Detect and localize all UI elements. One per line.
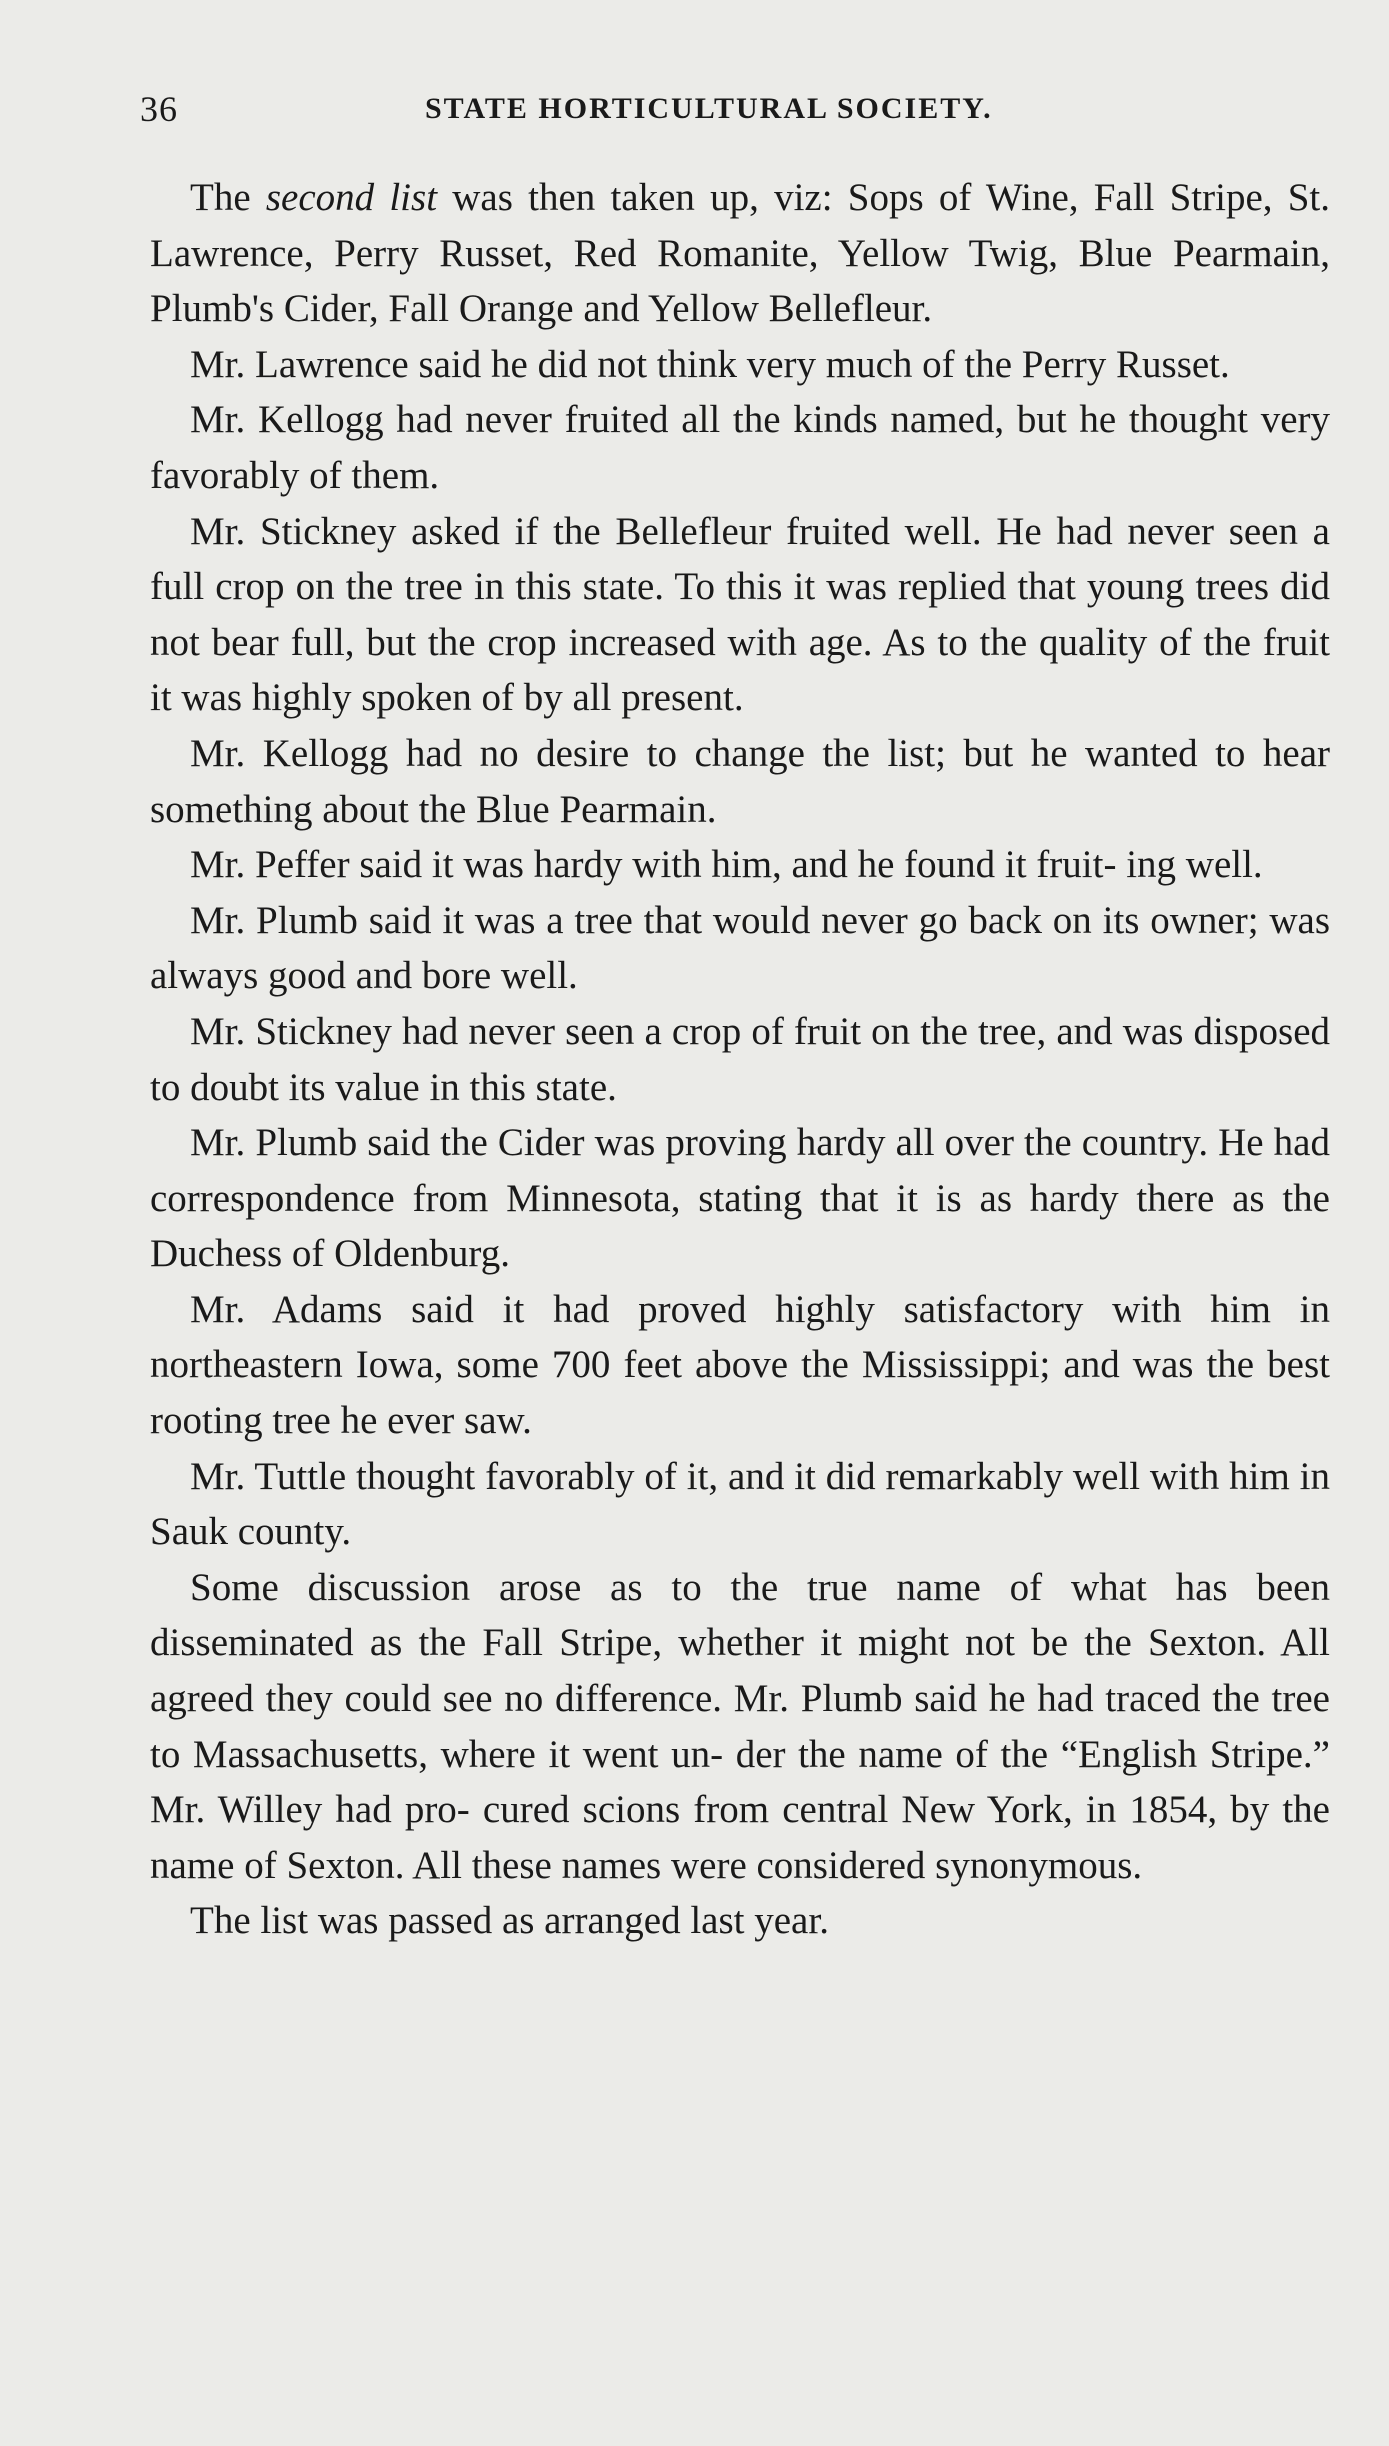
paragraph-lawrence: Mr. Lawrence said he did not think very much of the Perry Russet. xyxy=(190,342,1230,386)
paragraph-stickney-1: Mr. Stickney asked if the Bellefleur fruited well. He had never seen a full crop on the tree in this state. To this it was replied that young trees did not bear full, but the crop increased with age. As to the quality of the fruit it was highly spoken of by all present. xyxy=(150,509,1330,720)
paragraph-stickney-2: Mr. Stickney had never seen a crop of fruit on the tree, and was disposed to doubt its value in this state. xyxy=(150,1009,1330,1109)
page-header xyxy=(140,88,1330,138)
paragraph-plumb-2: Mr. Plumb said the Cider was proving hardy all over the country. He had correspondence from Minnesota, stating that it is as hardy there as the Duchess of Oldenburg. xyxy=(150,1121,1330,1276)
paragraph-conclusion: The list was passed as arranged last year. xyxy=(190,1899,829,1943)
italic-phrase: second list xyxy=(265,176,438,219)
page-number: 36 xyxy=(140,89,178,129)
running-head: STATE HORTICULTURAL SOCIETY. xyxy=(425,92,993,125)
paragraph-adams: Mr. Adams said it had proved highly satisfactory with him in northeastern Iowa, some 700 feet above the Mississippi; and was the best rooting tree he ever saw. xyxy=(150,1287,1330,1443)
paragraph-kellogg-1: Mr. Kellogg had never fruited all the kinds named, but he thought very favorably of them. xyxy=(150,398,1330,497)
paragraph-tuttle: Mr. Tuttle thought favorably of it, and it did remarkably well with him in Sauk county. xyxy=(150,1454,1330,1554)
paragraph-plumb-1: Mr. Plumb said it was a tree that would never go back on its owner; was always good and bore well. xyxy=(150,898,1330,998)
paragraph-text: The xyxy=(190,176,266,219)
paragraph-peffer: Mr. Peffer said it was hardy with him, and he found it fruit- ing well. xyxy=(190,843,1263,887)
paragraph-text: was then taken up, viz: Sops of Wine, Fall Stripe, St. Lawrence, Perry Russet, Red Romanite, Yellow Twig, Blue Pearmain, Plumb's Cider, Fall Orange and Yellow Bellefleur. xyxy=(150,176,1330,331)
paragraph-kellogg-2: Mr. Kellogg had no desire to change the list; but he wanted to hear something about the Blue Pearmain. xyxy=(150,731,1330,831)
body-text xyxy=(150,170,1330,1949)
paragraph-discussion: Some discussion arose as to the true name of what has been disseminated as the Fall Stripe, whether it might not be the Sexton. All agreed they could see no difference. Mr. Plumb said he had traced the tree to Massachusetts, where it went un- der the name of the “English Stripe.” Mr. Willey had pro- cured scions from central New York, in 1854, by the name of Sexton. All these names were considered synonymous. xyxy=(150,1565,1330,1887)
paragraph-second-list xyxy=(150,170,1330,337)
